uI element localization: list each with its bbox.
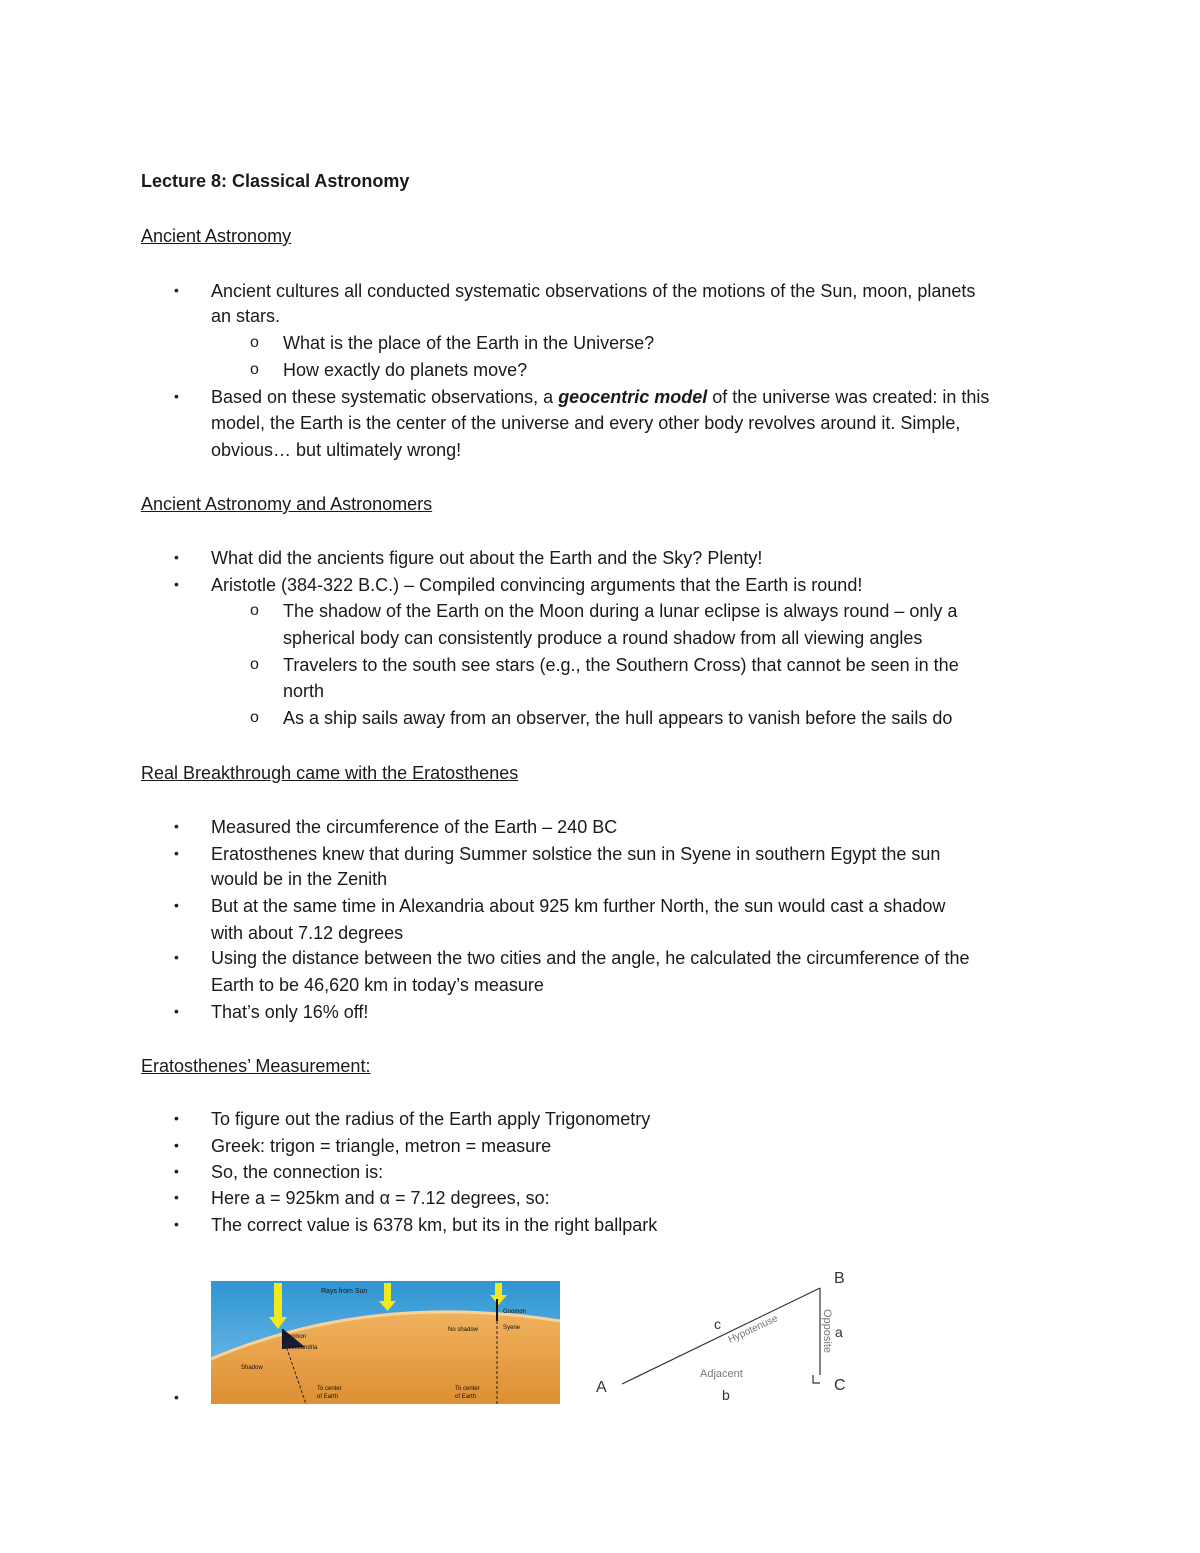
sub-list-item: How exactly do planets move? [283,360,528,380]
sub-bullet-icon: o [250,334,259,351]
eratosthenes-diagram-svg [211,1281,560,1404]
vertex-a-label: A [596,1379,607,1396]
list-item: Using the distance between the two cities and the angle, he calculated the circumference of the [211,948,970,968]
list-item: Aristotle (384-322 B.C.) – Compiled convincing arguments that the Earth is round! [211,575,863,595]
hypotenuse-label: Hypotenuse [726,1313,780,1346]
heading-ancient-astronomy: Ancient Astronomy [141,226,292,246]
gnomon-right-label: Gnomon [503,1309,527,1315]
list-item: But at the same time in Alexandria about 925 km further North, the sun would cast a shadow [211,896,946,916]
bullet-icon: • [174,388,179,404]
adjacent-label: Adjacent [700,1368,743,1380]
list-item: To figure out the radius of the Earth apply Trigonometry [211,1109,651,1129]
list-item: Eratosthenes knew that during Summer solstice the sun in Syene in southern Egypt the sun [211,844,941,864]
list-item-cont: obvious… but ultimately wrong! [211,440,462,460]
list-item: That’s only 16% off! [211,1002,369,1022]
sun-ray-middle [384,1283,391,1303]
sub-list-item: Travelers to the south see stars (e.g., the Southern Cross) that cannot be seen in the [283,655,959,675]
sub-bullet-icon: o [250,656,259,673]
sub-list-item: As a ship sails away from an observer, the hull appears to vanish before the sails do [283,708,953,728]
heading-ancient-astronomers: Ancient Astronomy and Astronomers [141,494,433,514]
list-item: Greek: trigon = triangle, metron = measure [211,1136,552,1156]
bullet-icon: • [174,1163,179,1179]
page-title: Lecture 8: Classical Astronomy [141,171,410,191]
right-triangle-svg [590,1265,860,1410]
sub-list-item: The shadow of the Earth on the Moon during a lunar eclipse is always round – only a [283,601,958,621]
sub-list-item: What is the place of the Earth in the Universe? [283,333,655,353]
list-item-cont: an stars. [211,306,281,326]
list-item-cont: Earth to be 46,620 km in today’s measure [211,975,544,995]
bullet-icon: • [174,949,179,965]
right-triangle-diagram [590,1265,860,1410]
list-item-cont: with about 7.12 degrees [211,923,404,943]
list-item: What did the ancients figure out about the Earth and the Sky? Plenty! [211,548,763,568]
bullet-icon: • [174,549,179,565]
alexandria-label: Alexandria [289,1345,318,1351]
opposite-label: Opposite [821,1309,833,1354]
gnomon-left-label: Gnomon [283,1334,307,1340]
vertex-b-label: B [834,1270,845,1287]
center-left-label-1: To center [317,1386,342,1392]
no-shadow-label: No shadow [448,1327,479,1333]
bullet-icon: • [174,818,179,834]
bullet-icon: • [174,1189,179,1205]
geocentric-model-term: geocentric model [558,387,708,407]
heading-eratosthenes: Real Breakthrough came with the Eratosthenes [141,763,519,783]
bullet-icon: • [174,897,179,913]
syene-label: Syene [503,1325,521,1331]
center-right-label-2: of Earth [455,1394,477,1400]
list-item: Ancient cultures all conducted systematic observations of the motions of the Sun, moon, planets [211,281,976,301]
list-item-cont: model, the Earth is the center of the universe and every other body revolves around it. Simple, [211,413,961,433]
list-item-cont: would be in the Zenith [211,869,388,889]
heading-measurement: Eratosthenes’ Measurement: [141,1056,371,1076]
bullet-icon: • [174,1389,179,1405]
sub-bullet-icon: o [250,361,259,378]
list-item: Based on these systematic observations, a geocentric model of the universe was created: in this [211,387,990,407]
center-right-label-1: To center [455,1386,480,1392]
list-item: So, the connection is: [211,1162,384,1182]
right-angle-marker [813,1375,820,1383]
list-item: The correct value is 6378 km, but its in the right ballpark [211,1215,658,1235]
list-item: Here a = 925km and α = 7.12 degrees, so: [211,1188,550,1208]
side-c-label: c [714,1316,721,1332]
bullet-icon: • [174,282,179,298]
list-item: Measured the circumference of the Earth – 240 BC [211,817,618,837]
sun-ray-right [495,1283,502,1297]
bullet-icon: • [174,1137,179,1153]
bullet-icon: • [174,1003,179,1019]
bullet-icon: • [174,1110,179,1126]
shadow-label: Shadow [241,1365,263,1371]
vertex-c-label: C [834,1377,846,1394]
side-b-label: b [722,1387,730,1403]
bullet-icon: • [174,845,179,861]
bullet-icon: • [174,1216,179,1232]
bullet-icon: • [174,576,179,592]
center-left-label-2: of Earth [317,1394,339,1400]
sub-bullet-icon: o [250,602,259,619]
sub-list-item-cont: north [283,681,325,701]
rays-label: Rays from Sun [321,1288,368,1295]
sun-ray-left [274,1283,282,1319]
sub-list-item-cont: spherical body can consistently produce a round shadow from all viewing angles [283,628,923,648]
eratosthenes-diagram [211,1281,560,1404]
sub-bullet-icon: o [250,709,259,726]
side-a-label: a [835,1324,843,1340]
